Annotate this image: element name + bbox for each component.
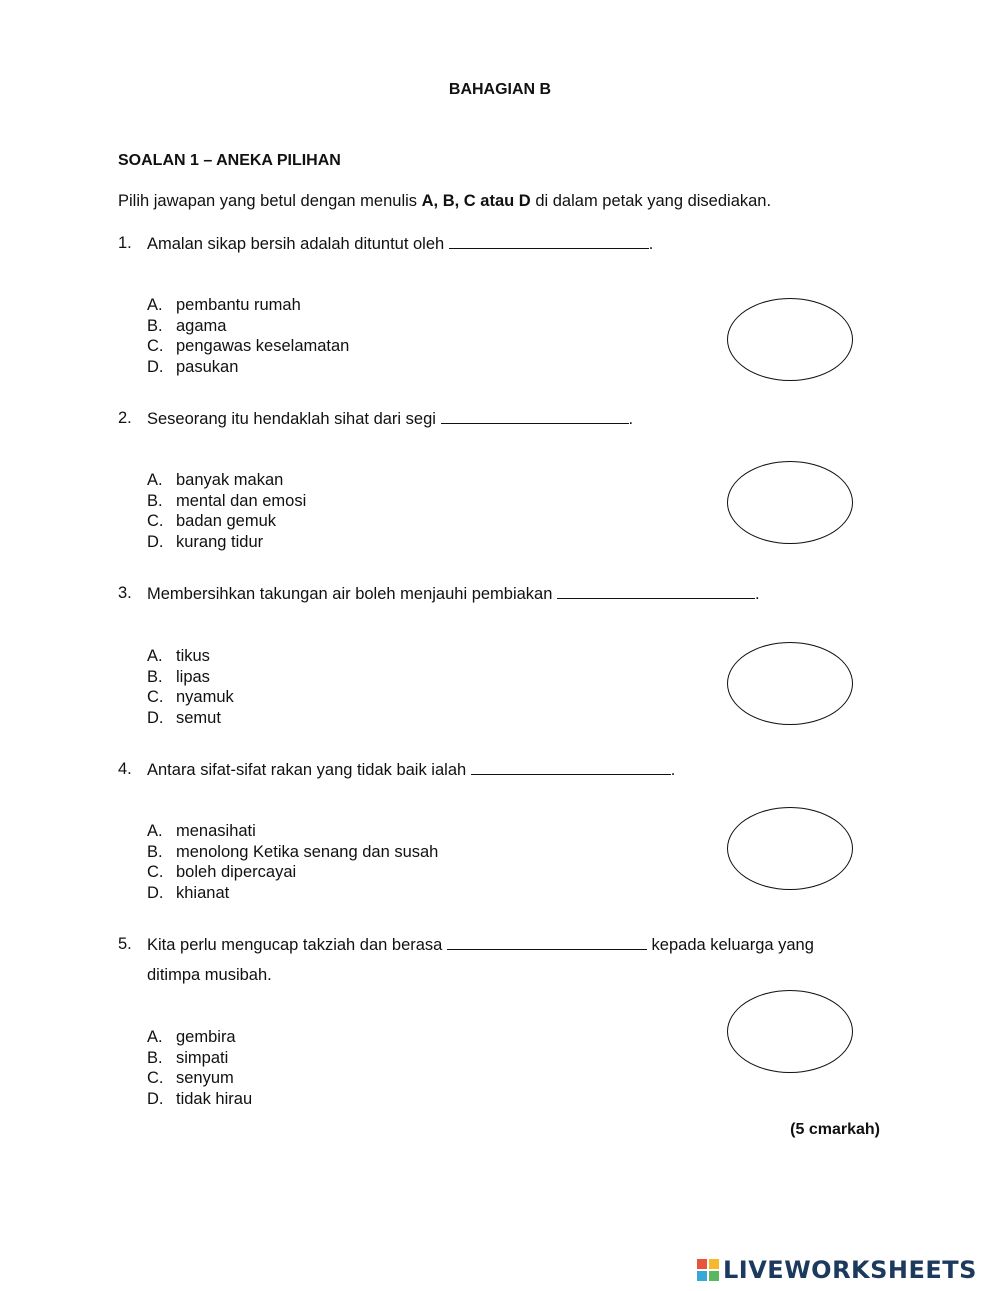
option-a: A. pembantu rumah [147,296,301,314]
answer-blank [447,935,647,950]
section-title: BAHAGIAN B [448,81,552,98]
options-list [147,1027,252,1110]
option-b: B. menolong Ketika senang dan susah [147,842,439,861]
option-c: C. nyamuk [147,688,234,707]
options-list [147,295,349,378]
option-b: B. mental dan emosi [147,491,307,510]
logo-block-3 [697,1271,707,1281]
option-a: A. banyak makan [147,471,284,489]
question-text-after: . [755,585,760,603]
total-marks: (5 cmarkah) [790,1121,880,1138]
options-list [147,646,234,729]
answer-blank [449,234,649,249]
logo-block-4 [709,1271,719,1281]
options-list [147,470,306,553]
question-text-before: Amalan sikap bersih adalah dituntut oleh [147,235,449,253]
question-text-after: . [648,235,654,253]
option-d: D. khianat [147,884,230,903]
question-text-after: . [628,410,634,428]
answer-blank [557,584,755,599]
instruction-pre: Pilih jawapan yang betul dengan menulis [118,192,422,210]
answer-oval-1[interactable] [727,298,853,381]
question-text-after: . [670,761,676,779]
options-list [147,821,438,904]
question-text-before: Seseorang itu hendaklah sihat dari segi [147,410,441,428]
option-a: A. menasihati [147,822,256,840]
question-number: 4. [118,760,132,778]
logo-icon [697,1259,719,1281]
answer-blank [471,760,671,775]
question-text-before: Antara sifat-sifat rakan yang tidak baik ialah [147,761,471,779]
option-d: D. semut [147,709,221,728]
answer-blank [441,409,629,424]
option-d: D. kurang tidur [147,533,264,552]
logo-block-1 [697,1259,707,1269]
answer-oval-3[interactable] [727,642,853,725]
answer-oval-4[interactable] [727,807,853,890]
question-text-line2: ditimpa musibah. [147,966,272,984]
liveworksheets-logo [697,1256,977,1284]
question-number: 1. [118,234,132,252]
question-text [147,584,760,604]
question-number: 3. [118,584,132,602]
logo-block-2 [709,1259,719,1269]
question-text-before: Kita perlu mengucap takziah dan berasa [147,936,447,954]
question-number: 5. [118,935,132,953]
logo-text: LIVEWORKSHEETS [723,1256,977,1284]
answer-oval-2[interactable] [727,461,853,544]
instruction-bold: A, B, C atau D [421,192,531,210]
question-text [147,234,653,254]
option-b: B. simpati [147,1048,229,1067]
question-number: 2. [118,409,132,427]
option-c: C. badan gemuk [147,512,276,531]
question-set-title: SOALAN 1 – ANEKA PILIHAN [118,152,341,169]
option-b: B. agama [147,316,227,335]
option-a: A. gembira [147,1028,236,1046]
option-c: C. boleh dipercayai [147,863,297,882]
option-a: A. tikus [147,647,210,665]
question-text [147,935,814,955]
instruction-text [118,192,771,211]
question-text-before: Membersihkan takungan air boleh menjauhi pembiakan [147,585,557,603]
option-d: D. pasukan [147,358,239,377]
question-text [147,409,633,429]
question-text [147,760,675,780]
option-c: C. senyum [147,1069,234,1088]
answer-oval-5[interactable] [727,990,853,1073]
option-c: C. pengawas keselamatan [147,337,350,356]
instruction-post: di dalam petak yang disediakan. [530,192,772,210]
question-text-after: kepada keluarga yang [646,936,814,954]
option-b: B. lipas [147,667,210,686]
option-d: D. tidak hirau [147,1090,253,1109]
